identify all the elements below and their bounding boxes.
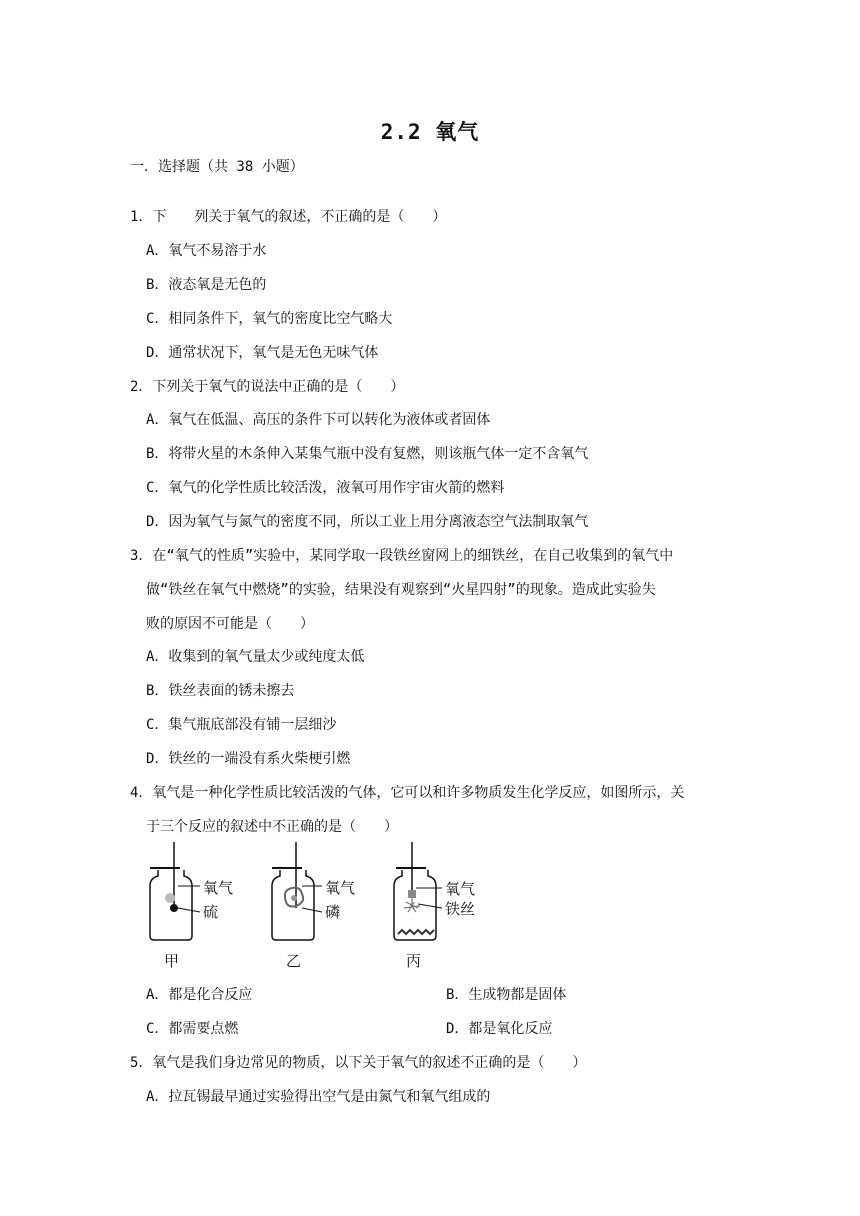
combustion-bottles-figure [146,842,496,972]
bottle-yi [272,842,355,970]
question-1-option-d: D．通常状况下，氧气是无色无味气体 [146,345,379,361]
question-3-option-b: B．铁丝表面的锈未擦去 [146,683,295,699]
question-2-option-d: D．因为氧气与氮气的密度不同，所以工业上用分离液态空气法制取氧气 [146,514,589,530]
bottle-jia-substance-label: 硫 [203,903,219,921]
question-3-stem-line-3: 败的原因不可能是（ ） [146,616,314,632]
bottle-jia [150,842,233,970]
question-2-option-b: B．将带火星的木条伸入某集气瓶中没有复燃，则该瓶气体一定不含氧气 [146,446,589,462]
question-2-stem: 2．下列关于氧气的说法中正确的是（ ） [130,379,405,395]
question-3-option-d: D．铁丝的一端没有系火柴梗引燃 [146,751,351,767]
question-1-option-b: B．液态氧是无色的 [146,277,267,293]
bottle-bing-gas-label: 氧气 [445,880,476,898]
question-1-stem: 1．下 列关于氧气的叙述，不正确的是（ ） [130,209,447,225]
question-2-option-a: A．氧气在低温、高压的条件下可以转化为液体或者固体 [146,412,491,428]
bottle-jia-caption: 甲 [164,952,180,970]
section-heading: 一．选择题（共 38 小题） [130,159,304,175]
question-4-stem-line-2: 于三个反应的叙述中不正确的是（ ） [146,819,398,835]
bottle-yi-caption: 乙 [286,952,302,970]
question-5-stem: 5．氧气是我们身边常见的物质，以下关于氧气的叙述不正确的是（ ） [130,1055,587,1071]
question-3-stem-line-2: 做“铁丝在氧气中燃烧”的实验，结果没有观察到“火星四射”的现象。造成此实验失 [146,582,656,598]
question-4-stem-line-1: 4．氧气是一种化学性质比较活泼的气体，它可以和许多物质发生化学反应，如图所示，关 [130,785,685,801]
question-5-option-a: A．拉瓦锡最早通过实验得出空气是由氮气和氧气组成的 [146,1089,491,1105]
question-4-option-b: B．生成物都是固体 [446,987,567,1003]
bottle-yi-gas-label: 氧气 [325,879,356,897]
bottle-bing-substance-label: 铁丝 [445,900,476,918]
question-2-option-c: C．氧气的化学性质比较活泼，液氧可用作宇宙火箭的燃料 [146,480,505,496]
bottle-yi-substance-label: 磷 [325,903,341,921]
question-4-option-a: A．都是化合反应 [146,987,253,1003]
question-4-option-c: C．都需要点燃 [146,1021,239,1037]
question-1-option-a: A．氧气不易溶于水 [146,243,267,259]
bottles-diagram [146,842,496,972]
bottle-bing [394,842,475,970]
question-3-stem-line-1: 3．在“氧气的性质”实验中，某同学取一段铁丝窗网上的细铁丝，在自己收集到的氧气中 [130,548,674,564]
question-3-option-c: C．集气瓶底部没有铺一层细沙 [146,717,337,733]
question-1-option-c: C．相同条件下，氧气的密度比空气略大 [146,311,393,327]
page-title: 2.2 氧气 [380,120,480,144]
question-3-option-a: A．收集到的氧气量太少或纯度太低 [146,649,365,665]
question-4-option-d: D．都是氧化反应 [446,1021,553,1037]
bottle-bing-caption: 丙 [406,952,422,970]
bottle-jia-gas-label: 氧气 [203,879,234,897]
